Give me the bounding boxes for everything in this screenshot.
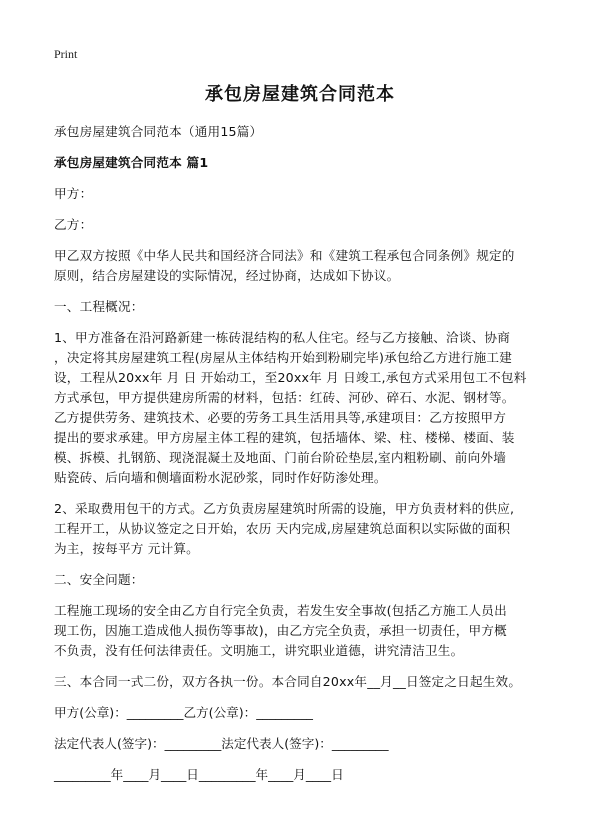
party-b: 乙方： [54,217,93,232]
clause-1-line: ，决定将其房屋建筑工程(房屋从主体结构开始到粉刷完毕)承包给乙方进行施工建 [54,350,513,365]
safety-line: 不负责，没有任何法律责任。文明施工，讲究职业道德，讲究清洁卫生。 [54,643,464,658]
section-heading: 承包房屋建筑合同范本 篇1 [54,155,209,170]
party-a: 甲方： [54,186,93,201]
clause-1-line: 方式承包，甲方提供建房所需的材料，包括：红砖、河砂、碎石、水泥、钢材等。 [54,390,515,405]
document-title: 承包房屋建筑合同范本 [205,84,395,105]
clause-2-line: 为主，按每平方 元计算。 [54,541,199,556]
clause-2-line: 工程开工，从协议签定之日开始，农历 天内完成,房屋建筑总面积以实际做的面积 [54,521,511,536]
clause-1-line: 提出的要求承建。甲方房屋主体工程的建筑，包括墙体、梁、柱、楼梯、楼面、装 [54,430,515,445]
preamble-line: 原则，结合房屋建设的实际情况，经过协商，达成如下协议。 [54,268,400,283]
section-1-title: 一、工程概况： [54,299,144,314]
safety-line: 现工伤，因施工造成他人损伤等事故)，由乙方完全负责，承担一切责任，甲方概 [54,623,507,638]
clause-2-line: 2、采取费用包干的方式。乙方负责房屋建筑时所需的设施，甲方负责材料的供应, [54,501,515,516]
print-link[interactable]: Print [54,47,78,61]
clause-1-line: 模、拆模、扎钢筋、现浇混凝土及地面、门前台阶砼垫层,室内粗粉刷、前向外墙 [54,450,506,465]
clause-1-line: 贴瓷砖、后向墙和侧墙面粉水泥砂浆，同时作好防渗处理。 [54,470,387,485]
section-3-text: 三、本合同一式二份，双方各执一份。本合同自20xx年__月__日签定之日起生效。 [54,674,522,689]
preamble-line: 甲乙双方按照《中华人民共和国经济合同法》和《建筑工程承包合同条例》规定的 [54,248,515,263]
signature-date-line: _________年____月____日_________年____月____日 [54,767,344,782]
clause-1-line: 设，工程从20xx年 月 日 开始动工，至20xx年 月 日竣工,承包方式采用包工不包料 [54,370,527,385]
clause-1-line: 乙方提供劳务、建筑技术、必要的劳务工具生活用具等,承建项目：乙方按照甲方 [54,410,506,425]
signature-seal-line: 甲方(公章)：_________乙方(公章)：_________ [54,705,313,720]
section-2-title: 二、安全问题： [54,572,144,587]
signature-representative-line: 法定代表人(签字)：_________法定代表人(签字)：_________ [54,736,389,751]
safety-line: 工程施工现场的安全由乙方自行完全负责，若发生安全事故(包括乙方施工人员出 [54,603,507,618]
document-subtitle: 承包房屋建筑合同范本（通用15篇） [54,124,263,139]
clause-1-line: 1、甲方准备在沿河路新建一栋砖混结构的私人住宅。经与乙方接触、洽谈、协商 [54,330,510,345]
